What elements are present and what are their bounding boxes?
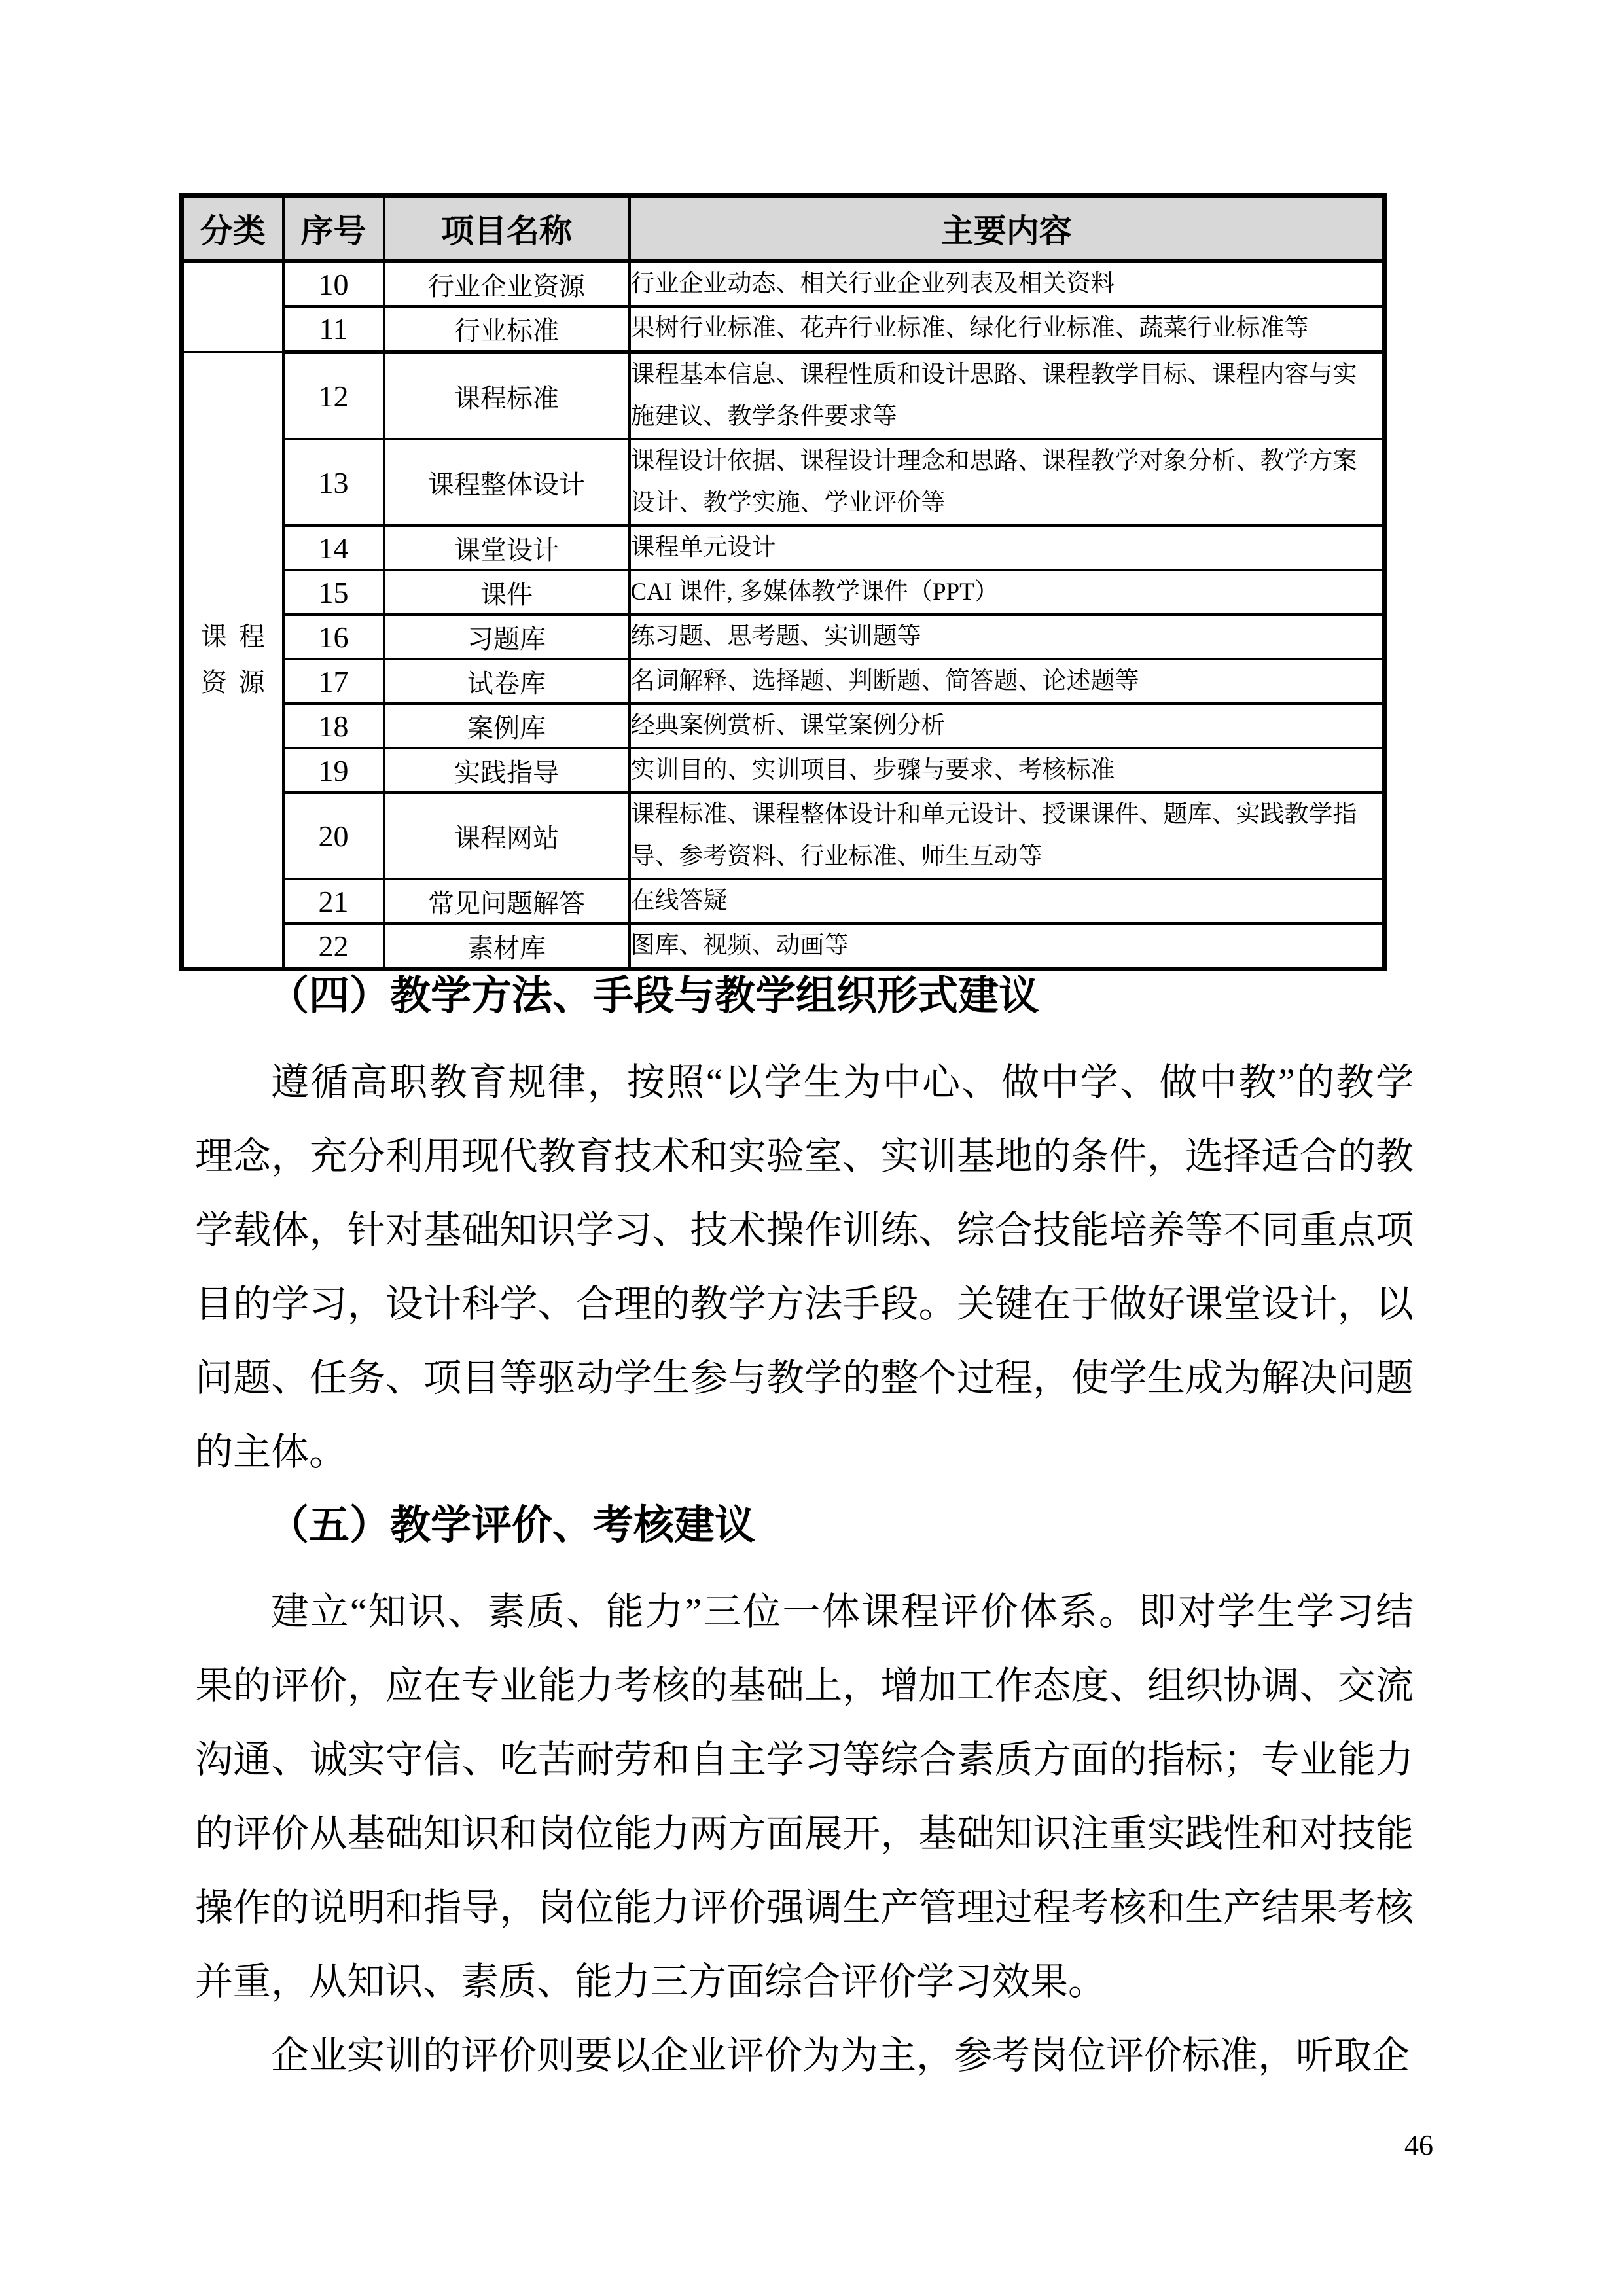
paragraph-line: 遵循高职教育规律，按照“以学生为中心、做中学、做中教”的教学 — [271, 1061, 1414, 1103]
header-category: 分类 — [182, 196, 283, 261]
project-name-cell: 课程整体设计 — [384, 439, 630, 526]
project-name-cell: 案例库 — [384, 704, 630, 748]
header-project-name: 项目名称 — [384, 196, 630, 261]
content-line: 实训目的、实训项目、步骤与要求、考核标准 — [630, 757, 1115, 783]
table-row — [182, 352, 1385, 440]
category-line: 课程 — [200, 622, 277, 652]
main-content-cell — [630, 306, 1385, 352]
content-line: 练习题、思考题、实训题等 — [630, 623, 921, 650]
row-number-cell: 17 — [283, 659, 384, 704]
row-number-cell: 18 — [283, 704, 384, 748]
content-line: 行业企业动态、相关行业企业列表及相关资料 — [630, 270, 1115, 297]
section-heading: （四）教学方法、手段与教学组织形式建议 — [268, 974, 1040, 1018]
content-line: 导、参考资料、行业标准、师生互动等 — [630, 843, 1043, 870]
content-line: 图库、视频、动画等 — [630, 932, 849, 959]
course-resources-table — [179, 193, 1387, 971]
main-content-cell — [630, 615, 1385, 659]
content-line: 施建议、教学条件要求等 — [630, 403, 897, 430]
table-row — [182, 306, 1385, 352]
section-heading: （五）教学评价、考核建议 — [268, 1503, 756, 1548]
project-name-cell: 课程标准 — [384, 352, 630, 440]
table-row — [182, 793, 1385, 879]
main-content-cell — [630, 748, 1385, 793]
main-content-cell — [630, 261, 1385, 307]
row-number-cell: 22 — [283, 924, 384, 969]
table-row — [182, 526, 1385, 570]
row-number-cell: 16 — [283, 615, 384, 659]
table-row — [182, 615, 1385, 659]
content-line: 课程设计依据、课程设计理念和思路、课程教学对象分析、教学方案 — [630, 448, 1357, 475]
paragraph-line: 学载体，针对基础知识学习、技术操作训练、综合技能培养等不同重点项 — [195, 1209, 1414, 1251]
row-number-cell: 12 — [283, 352, 384, 440]
table-row — [182, 439, 1385, 526]
content-line: 名词解释、选择题、判断题、简答题、论述题等 — [630, 668, 1139, 694]
paragraph-line: 并重，从知识、素质、能力三方面综合评价学习效果。 — [195, 1960, 1107, 2003]
paragraph-line: 沟通、诚实守信、吃苦耐劳和自主学习等综合素质方面的指标；专业能力 — [195, 1738, 1414, 1781]
content-line: CAI 课件, 多媒体教学课件（PPT） — [630, 579, 999, 605]
content-line: 果树行业标准、花卉行业标准、绿化行业标准、蔬菜行业标准等 — [630, 315, 1309, 342]
paragraph-line: 的评价从基础知识和岗位能力两方面展开，基础知识注重实践性和对技能 — [195, 1812, 1414, 1855]
content-line: 课程标准、课程整体设计和单元设计、授课课件、题库、实践教学指 — [630, 801, 1357, 828]
table-row — [182, 704, 1385, 748]
paragraph-line: 理念，充分利用现代教育技术和实验室、实训基地的条件，选择适合的教 — [195, 1135, 1414, 1177]
main-content-cell — [630, 439, 1385, 526]
project-name-cell: 行业企业资源 — [384, 261, 630, 307]
project-name-cell: 行业标准 — [384, 306, 630, 352]
category-cell — [182, 352, 283, 969]
content-line: 课程单元设计 — [630, 534, 776, 561]
table-header-row — [182, 196, 1385, 261]
main-content-cell — [630, 793, 1385, 879]
content-line: 在线答疑 — [630, 888, 728, 914]
paragraph — [195, 2018, 1414, 2092]
row-number-cell: 19 — [283, 748, 384, 793]
table-row — [182, 879, 1385, 924]
paragraph — [195, 1045, 1414, 1489]
row-number-cell: 10 — [283, 261, 384, 307]
project-name-cell: 常见问题解答 — [384, 879, 630, 924]
table-row — [182, 659, 1385, 704]
header-number: 序号 — [283, 196, 384, 261]
project-name-cell: 素材库 — [384, 924, 630, 969]
project-name-cell: 习题库 — [384, 615, 630, 659]
project-name-cell: 课程网站 — [384, 793, 630, 879]
category-cell — [182, 261, 283, 352]
page-number: 46 — [1404, 2129, 1433, 2161]
main-content-cell — [630, 526, 1385, 570]
project-name-cell: 实践指导 — [384, 748, 630, 793]
paragraph-line: 目的学习，设计科学、合理的教学方法手段。关键在于做好课堂设计，以 — [195, 1283, 1414, 1325]
paragraph-line: 操作的说明和指导，岗位能力评价强调生产管理过程考核和生产结果考核 — [195, 1886, 1414, 1929]
header-main-content: 主要内容 — [630, 196, 1385, 261]
body-content — [195, 960, 1414, 2092]
main-content-cell — [630, 570, 1385, 615]
row-number-cell: 13 — [283, 439, 384, 526]
paragraph-line: 的主体。 — [195, 1431, 348, 1473]
project-name-cell: 课件 — [384, 570, 630, 615]
row-number-cell: 15 — [283, 570, 384, 615]
paragraph-line: 企业实训的评价则要以企业评价为为主，参考岗位评价标准，听取企 — [271, 2034, 1410, 2077]
main-content-cell — [630, 879, 1385, 924]
paragraph-line: 果的评价，应在专业能力考核的基础上，增加工作态度、组织协调、交流 — [195, 1664, 1414, 1707]
table-row — [182, 261, 1385, 307]
project-name-cell: 试卷库 — [384, 659, 630, 704]
table-row — [182, 570, 1385, 615]
paragraph — [195, 1575, 1414, 2018]
paragraph-line: 问题、任务、项目等驱动学生参与教学的整个过程，使学生成为解决问题 — [195, 1357, 1414, 1399]
main-content-cell — [630, 352, 1385, 440]
row-number-cell: 14 — [283, 526, 384, 570]
row-number-cell: 20 — [283, 793, 384, 879]
paragraph-line: 建立“知识、素质、能力”三位一体课程评价体系。即对学生学习结 — [271, 1590, 1414, 1633]
category-line: 资源 — [200, 668, 277, 698]
main-content-cell — [630, 659, 1385, 704]
row-number-cell: 21 — [283, 879, 384, 924]
content-line: 经典案例赏析、课堂案例分析 — [630, 712, 946, 739]
content-line: 设计、教学实施、学业评价等 — [630, 490, 946, 516]
row-number-cell: 11 — [283, 306, 384, 352]
content-line: 课程基本信息、课程性质和设计思路、课程教学目标、课程内容与实 — [630, 361, 1357, 388]
project-name-cell: 课堂设计 — [384, 526, 630, 570]
table-row — [182, 748, 1385, 793]
main-content-cell — [630, 704, 1385, 748]
